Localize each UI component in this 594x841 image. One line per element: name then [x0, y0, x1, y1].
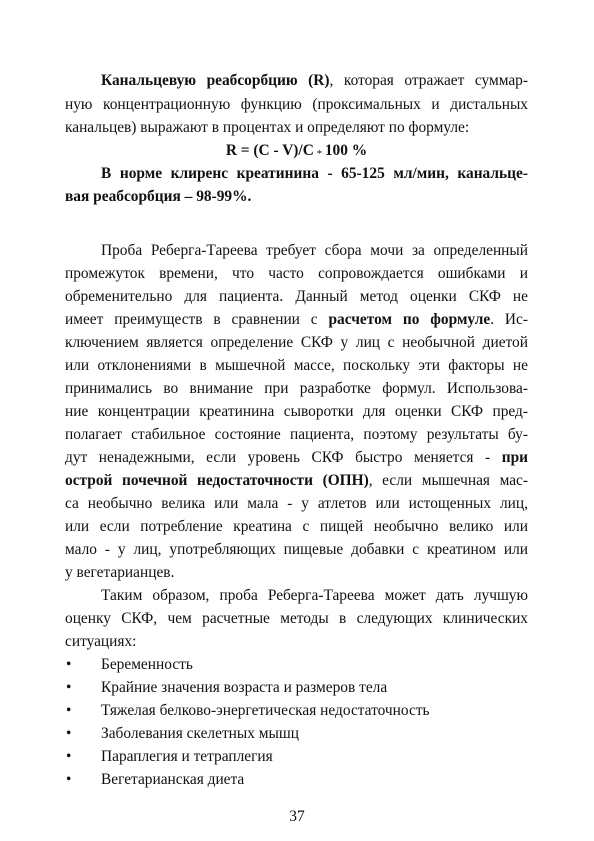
paragraph-2-line-12: са необычно велика или мала - у атлетов или истощенных лиц, [65, 495, 528, 512]
paragraph-2-line-10: дут ненадежными, если уровень СКФ быстро меняется - при [65, 449, 528, 466]
formula: R = (C - V)/C * 100 % [225, 142, 368, 160]
norm-statement-line-2: вая реабсорбция – 98-99%. [65, 188, 252, 205]
paragraph-2-line-5: ключением является определение СКФ у лиц с необычной диетой [65, 334, 528, 351]
emphasis-formula-calculation: расчетом по формуле [328, 311, 491, 328]
paragraph-2-line-14: мало - у лиц, употребляющих пищевые добавки с креатином или [65, 541, 528, 558]
bullet-marker: • [66, 679, 72, 696]
term-tubular-reabsorption: Канальцевую реабсорбцию (R) [101, 72, 330, 89]
paragraph-2-line-2: промежуток времени, что часто сопровождается ошибками и [65, 265, 528, 282]
paragraph-1-line-1: Канальцевую реабсорбцию (R), которая отражает суммар- [101, 72, 528, 89]
paragraph-2-line-7: принимались во внимание при разработке формул. Использова- [65, 380, 528, 397]
paragraph-1-line-3: канальцев) выражают в процентах и определяют по формуле: [65, 119, 470, 136]
paragraph-2-line-11: острой почечной недостаточности (ОПН), если мышечная мас- [65, 472, 528, 489]
paragraph-2-line-9: полагает стабильное состояние пациента, поэтому результаты бу- [65, 426, 528, 443]
norm-statement-line-1: В норме клиренс креатинина - 65-125 мл/мин, канальце- [101, 165, 528, 182]
bullet-marker: • [66, 656, 72, 673]
paragraph-3-line-2: оценку СКФ, чем расчетные методы в следующих клинических [65, 610, 528, 627]
paragraph-2-line-15: у вегетарианцев. [65, 564, 175, 581]
paragraph-2-line-4: имеет преимуществ в сравнении с расчетом по формуле. Ис- [65, 311, 528, 328]
bullet-marker: • [66, 702, 72, 719]
page-number: 37 [289, 808, 305, 825]
paragraph-2-line-6: или отклонениями в мышечной массе, поскольку эти факторы не [65, 357, 528, 374]
paragraph-3-line-1: Таким образом, проба Реберга-Тареева может дать лучшую [101, 587, 528, 604]
bullet-marker: • [66, 771, 72, 788]
bullet-marker: • [66, 725, 72, 742]
paragraph-2-line-1: Проба Реберга-Тареева требует сбора мочи за определенный [101, 242, 528, 259]
bullet-marker: • [66, 748, 72, 765]
emphasis-acute-renal-failure: острой почечной недостаточности (ОПН) [65, 472, 369, 489]
paragraph-1-line-2: ную концентрационную функцию (проксимальных и дистальных [65, 96, 528, 113]
paragraph-2-line-3: обременительно для пациента. Данный метод оценки СКФ не [65, 288, 528, 305]
paragraph-2-line-8: ние концентрации креатинина сыворотки для оценки СКФ пред- [65, 403, 528, 420]
paragraph-2-line-13: или если потребление креатина с пищей необычно велико или [65, 518, 528, 535]
paragraph-3-line-3: ситуациях: [65, 633, 137, 650]
